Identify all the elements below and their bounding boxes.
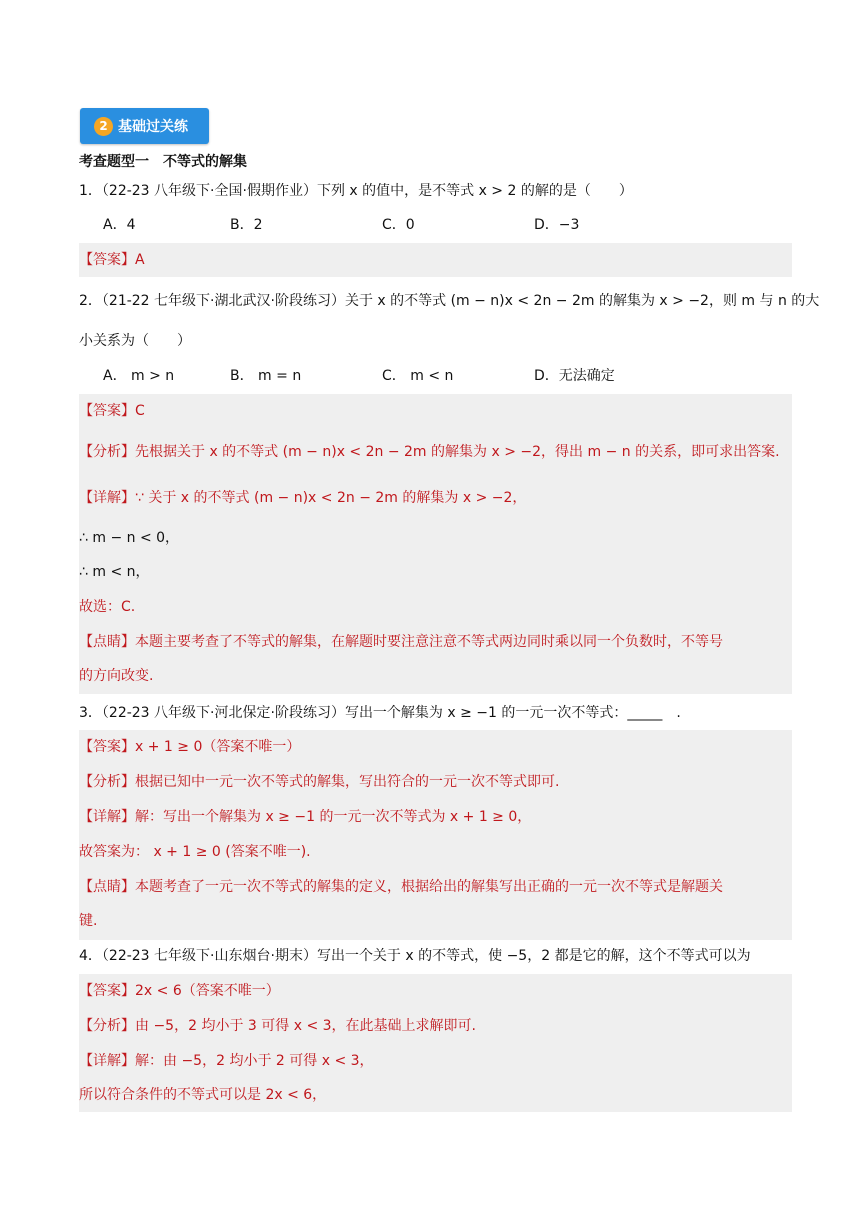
- question-2-step-1: ∴ m − n < 0，: [79, 530, 180, 546]
- question-2-detail: 【详解】∵ 关于 x 的不等式 (m − n)x < 2n − 2m 的解集为 x > −2，: [79, 490, 527, 506]
- question-3-stem: 3．（22-23 八年级下·河北保定·阶段练习）写出一个解集为 x ≥ −1 的一元一次不等式：_____ .: [79, 705, 681, 721]
- question-3-answer-box: [79, 730, 792, 940]
- question-2-answer: 【答案】C: [79, 403, 145, 419]
- question-2-comment-line2: 的方向改变.: [79, 668, 154, 684]
- topic-heading: 考查题型一 不等式的解集: [79, 154, 247, 170]
- question-2-option-c: C． m < n: [382, 368, 454, 384]
- question-3-analysis: 【分析】根据已知中一元一次不等式的解集，写出符合的一元一次不等式即可.: [79, 774, 560, 790]
- question-2-step-2: ∴ m < n，: [79, 564, 150, 580]
- question-4-answer-box: [79, 974, 792, 1112]
- question-3-comment-line1: 【点睛】本题考查了一元一次不等式的解集的定义，根据给出的解集写出正确的一元一次不等式是解题关: [79, 879, 723, 895]
- question-1-answer: 【答案】A: [79, 252, 145, 268]
- question-1-option-a: A．4: [103, 217, 136, 233]
- question-1-option-b: B．2: [230, 217, 263, 233]
- question-2-option-a: A． m > n: [103, 368, 175, 384]
- question-1-stem: 1．（22-23 八年级下·全国·假期作业）下列 x 的值中，是不等式 x > 2 的解的是（ ）: [79, 183, 633, 199]
- section-title: 基础过关练: [118, 119, 188, 135]
- question-2-analysis: 【分析】先根据关于 x 的不等式 (m − n)x < 2n − 2m 的解集为 x > −2，得出 m − n 的关系，即可求出答案.: [79, 444, 780, 460]
- question-4-conclusion: 所以符合条件的不等式可以是 2x < 6，: [79, 1087, 327, 1103]
- question-4-stem: 4．（22-23 七年级下·山东烟台·期末）写出一个关于 x 的不等式，使 −5，2 都是它的解，这个不等式可以为: [79, 948, 751, 964]
- question-2-choice: 故选：C.: [79, 599, 136, 615]
- question-2-comment-line1: 【点睛】本题主要考查了不等式的解集，在解题时要注意注意不等式两边同时乘以同一个负数时，不等号: [79, 634, 723, 650]
- question-4-answer: 【答案】2x < 6（答案不唯一）: [79, 983, 280, 999]
- question-1-option-d: D．−3: [534, 217, 580, 233]
- question-3-conclusion: 故答案为： x + 1 ≥ 0 (答案不唯一).: [79, 844, 311, 860]
- question-2-stem-line2: 小关系为（ ）: [79, 333, 191, 349]
- question-1-option-c: C．0: [382, 217, 415, 233]
- question-2-option-b: B． m = n: [230, 368, 302, 384]
- question-1-answer-box: [79, 243, 792, 277]
- question-4-analysis: 【分析】由 −5，2 均小于 3 可得 x < 3，在此基础上求解即可.: [79, 1018, 476, 1034]
- section-badge: [80, 108, 209, 144]
- question-3-detail: 【详解】解：写出一个解集为 x ≥ −1 的一元一次不等式为 x + 1 ≥ 0，: [79, 809, 532, 825]
- question-2-answer-box: [79, 394, 792, 694]
- question-2-stem-line1: 2．（21-22 七年级下·湖北武汉·阶段练习）关于 x 的不等式 (m − n)x < 2n − 2m 的解集为 x > −2，则 m 与 n 的大: [79, 293, 820, 309]
- question-3-comment-line2: 键.: [79, 913, 98, 929]
- section-number-badge: 2: [94, 117, 113, 136]
- question-4-detail: 【详解】解：由 −5，2 均小于 2 可得 x < 3，: [79, 1053, 374, 1069]
- question-2-option-d: D．无法确定: [534, 368, 615, 384]
- question-3-answer: 【答案】x + 1 ≥ 0（答案不唯一）: [79, 739, 301, 755]
